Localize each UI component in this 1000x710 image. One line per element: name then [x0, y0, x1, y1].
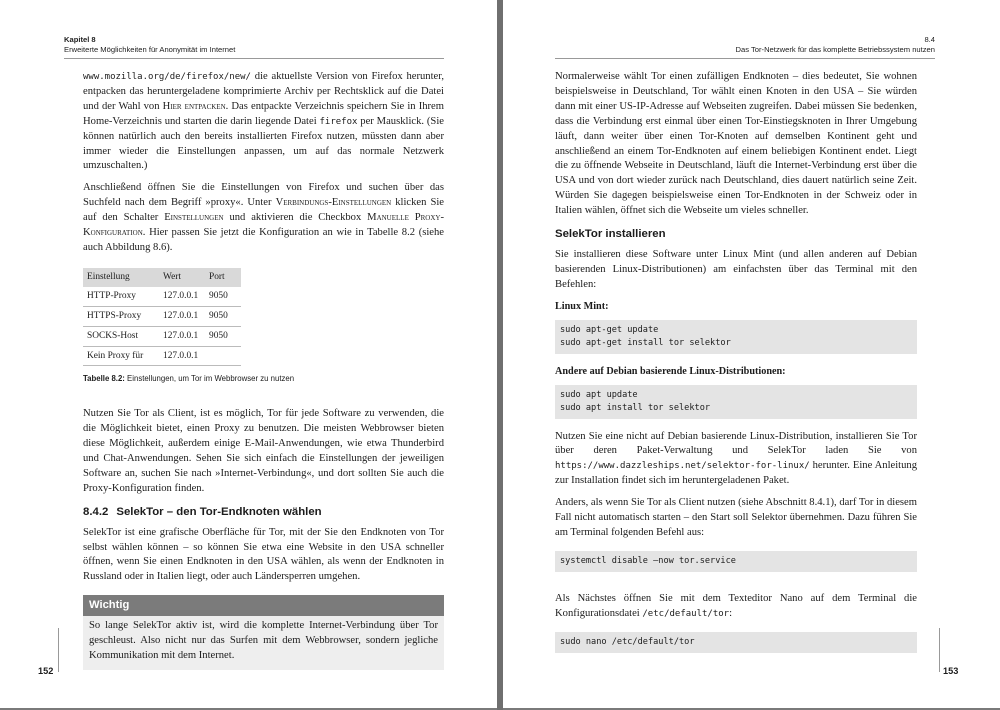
- paragraph: [555, 430, 917, 490]
- text: Nutzen Sie eine nicht auf Debian basierende Linux-Distribution, installieren Sie Tor über deren Paket-Verwaltung und SelekTor laden Sie von: [555, 430, 917, 457]
- code-block: systemctl disable –now tor.service: [555, 551, 917, 572]
- ui-term: Manuelle Proxy-Konfiguration: [83, 212, 444, 239]
- right-page: [503, 0, 1000, 708]
- section-title-header: Das Tor-Netzwerk für das komplette Betriebssystem nutzen: [735, 45, 935, 54]
- text: und aktivieren die Checkbox: [223, 212, 368, 224]
- paragraph: Sie installieren diese Software unter Linux Mint (und allen anderen auf Debian basierenden Linux-Distributionen) am einfachsten über das Terminal mit den Befehlen:: [555, 248, 917, 290]
- text: Anschließend öffnen Sie die Einstellungen von Firefox und suchen über das Suchfeld nach dem Begriff »proxy«. Unter: [83, 182, 444, 209]
- url: https://www.dazzleships.net/selektor-for-linux/: [555, 461, 810, 472]
- table-cell: 127.0.0.1: [159, 287, 205, 306]
- paragraph: [555, 592, 917, 622]
- settings-table: [83, 268, 241, 367]
- important-box: [83, 595, 444, 670]
- text: . Hier passen Sie jetzt die Konfiguration an wie in Tabelle 8.2 (siehe auch Abbildung 8.6).: [83, 227, 444, 253]
- table-header-row: [83, 268, 241, 287]
- table-row: [83, 287, 241, 306]
- important-box-title: Wichtig: [83, 595, 444, 616]
- text: per Mausklick. (Sie können natürlich auch den bereits installierten Firefox nutzen, müssten dann aber immer wieder die Einstellungen anpassen, um auf das normale Netzwerk umzuschalten.): [83, 115, 444, 172]
- header-rule: [64, 58, 444, 59]
- table-cell: 127.0.0.1: [159, 346, 205, 366]
- table-cell: 9050: [205, 326, 241, 346]
- section-number-header: 8.4: [924, 35, 935, 44]
- paragraph: SelekTor ist eine grafische Oberfläche für Tor, mit der Sie den Endknoten von Tor selbst wählen können – so können Sie etwa eine Website in den USA schneller öffnen, wenn Sie einen Endknoten in den USA wählen, als wenn der Endknoten in Russland oder in Italien liegt, oder auch Ländersperren umgehen.: [83, 526, 444, 583]
- page-number: 152: [38, 666, 54, 676]
- table-cell: SOCKS-Host: [83, 326, 159, 346]
- left-body: [83, 70, 444, 670]
- left-page: [0, 0, 497, 708]
- table-cell: 127.0.0.1: [159, 326, 205, 346]
- code-block: sudo apt update sudo apt install tor selektor: [555, 385, 917, 419]
- paragraph: [83, 181, 444, 256]
- caption-label: Tabelle 8.2:: [83, 374, 125, 384]
- ui-term: Einstellungen: [164, 212, 224, 224]
- margin-line: [939, 628, 940, 672]
- table-cell: 127.0.0.1: [159, 306, 205, 326]
- paragraph: Anders, als wenn Sie Tor als Client nutzen (siehe Abschnitt 8.4.1), darf Tor in diesem Fall nicht automatisch starten – den Start soll Selektor übernehmen. Dazu führen Sie am Terminal folgenden Befehl aus:: [555, 497, 917, 538]
- chapter-title: Erweiterte Möglichkeiten für Anonymität im Internet: [64, 45, 236, 54]
- ui-term: Verbindungs-Einstellungen: [275, 197, 392, 209]
- text: . Das entpackte Verzeichnis speichern Sie in Ihrem Home-Verzeichnis und starten die darin liegende Datei: [83, 100, 444, 127]
- column-header: Einstellung: [83, 268, 159, 287]
- running-header-left: [64, 35, 235, 55]
- inline-code: firefox: [319, 116, 358, 127]
- ui-term: Hier entpacken: [162, 100, 226, 112]
- column-header: Port: [205, 268, 241, 287]
- caption-text: Einstellungen, um Tor im Webbrowser zu nutzen: [124, 374, 295, 384]
- table-caption: [83, 372, 444, 387]
- table-cell: 9050: [205, 306, 241, 326]
- running-header-right: [555, 35, 935, 55]
- paragraph: Normalerweise wählt Tor einen zufälligen Endknoten – dies bedeutet, Sie wohnen beispielsweise in Deutschland, Tor wählt einen Knoten in den USA – Sie würden dann mit einer US-IP-Adresse auf Webseiten zugreifen. Dabei müssen Sie bedenken, dass die Verbindung erst einmal über einen Tor-Einstiegsknoten in Ihrer Umgebung läuft, dann weiter über einen Tor-Knoten auf demselben Kontinent geht und anschließend an einem Tor-Endknoten auf einem beliebigen Kontinent endet. Liegt die zu öffnende Webseite in Deutschland, läuft die Internet-Verbindung erst über die USA und von dort wieder zurück nach Deutschland, dies dauert natürlich seine Zeit. Würden Sie dagegen beispielsweise einen Tor-Endknoten in der Schweiz oder in Italien wählen, öffnet sich die Webseite um vieles schneller.: [555, 71, 917, 217]
- paragraph: Nutzen Sie Tor als Client, ist es möglich, Tor für jede Software zu verwenden, die die Möglichkeit bietet, einen Proxy zu benutzen. Die meisten Webbrowser bieten diese Möglichkeit, außerdem einige E-Mail-Anwendungen, wie etwa Thunderbird und Chat-Anwendungen. Sehen Sie sich einfach die Einstellungen der jeweiligen Software an, suchen Sie nach »Internet-Verbindung«, und dort sollten Sie auch die Proxy-Konfiguration finden.: [83, 408, 444, 494]
- table-row: [83, 326, 241, 346]
- margin-line: [58, 628, 59, 672]
- code-label: Linux Mint:: [555, 300, 609, 312]
- text: Als Nächstes öffnen Sie mit dem Texteditor Nano auf dem Terminal die Konfigurationsdatei: [555, 592, 917, 619]
- text: herunter. Eine Anleitung zur Installation findet sich im heruntergeladenen Paket.: [555, 460, 917, 487]
- text: :: [729, 607, 733, 619]
- code-block: sudo nano /etc/default/tor: [555, 632, 917, 653]
- column-header: Wert: [159, 268, 205, 287]
- table-cell: [205, 346, 241, 366]
- page-number: 153: [943, 666, 959, 676]
- table-cell: 9050: [205, 287, 241, 306]
- url: www.mozilla.org/de/firefox/new/: [83, 72, 251, 82]
- table-row: [83, 306, 241, 326]
- table-cell: HTTPS-Proxy: [83, 306, 159, 326]
- section-heading: [83, 505, 444, 520]
- subsection-heading: SelekTor installieren: [555, 228, 666, 241]
- table-cell: HTTP-Proxy: [83, 287, 159, 306]
- section-title: SelekTor – den Tor-Endknoten wählen: [116, 505, 322, 518]
- table-row: [83, 346, 241, 366]
- chapter-label: Kapitel 8: [64, 35, 96, 44]
- header-rule: [555, 58, 935, 59]
- text: klicken Sie auf den Schalter: [83, 197, 444, 224]
- text: die aktuellste Version von Firefox herunter, entpacken das heruntergeladene komprimierte Archiv per Rechtsklick auf die Datei und der Wahl von: [83, 71, 444, 112]
- inline-code: /etc/default/tor: [642, 608, 730, 619]
- paragraph: [83, 70, 444, 174]
- code-block: sudo apt-get update sudo apt-get install tor selektor: [555, 320, 917, 354]
- section-number: 8.4.2: [83, 505, 109, 518]
- right-body: [555, 70, 917, 664]
- code-label: Andere auf Debian basierende Linux-Distributionen:: [555, 365, 786, 377]
- important-box-text: So lange SelekTor aktiv ist, wird die komplette Internet-Verbindung über Tor geschleust. Also nicht nur das Surfen mit dem Webbrowser, sondern jegliche Kommunikation mit dem Internet.: [89, 620, 438, 661]
- table-cell: Kein Proxy für: [83, 346, 159, 366]
